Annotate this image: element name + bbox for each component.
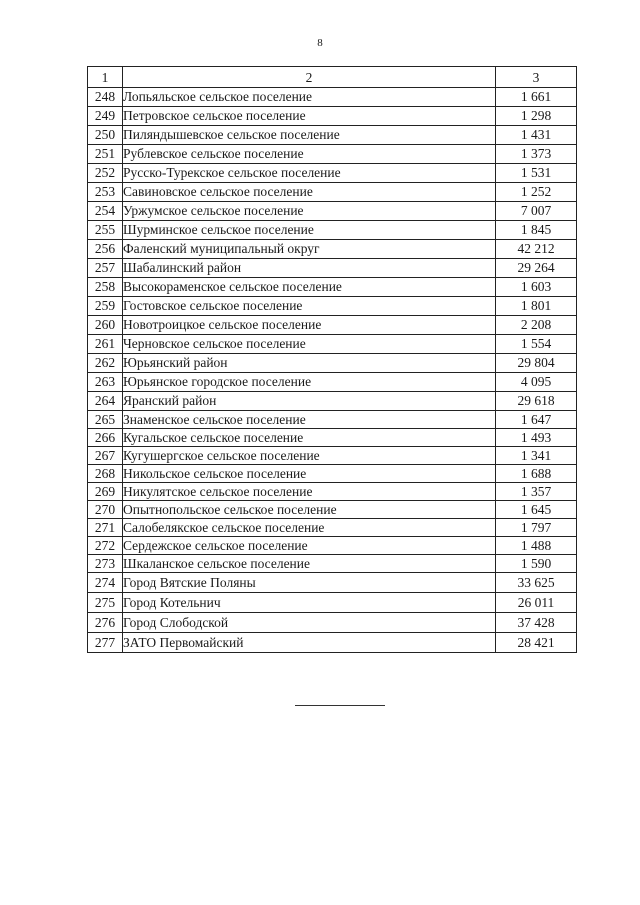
row-name: Никулятское сельское поселение (123, 483, 496, 501)
table-row (88, 221, 577, 240)
row-name: Яранский район (123, 392, 496, 411)
row-name: Шкаланское сельское поселение (123, 555, 496, 573)
row-value: 1 531 (496, 164, 577, 183)
row-value: 4 095 (496, 373, 577, 392)
row-value: 1 661 (496, 88, 577, 107)
row-value: 1 554 (496, 335, 577, 354)
row-number: 257 (88, 259, 123, 278)
row-number: 269 (88, 483, 123, 501)
row-value: 1 797 (496, 519, 577, 537)
table-row (88, 411, 577, 429)
row-number: 277 (88, 633, 123, 653)
row-name: Кугальское сельское поселение (123, 429, 496, 447)
row-name: Гостовское сельское поселение (123, 297, 496, 316)
row-number: 261 (88, 335, 123, 354)
row-number: 271 (88, 519, 123, 537)
data-table (87, 66, 577, 653)
row-value: 1 298 (496, 107, 577, 126)
table-row (88, 483, 577, 501)
row-name: Сердежское сельское поселение (123, 537, 496, 555)
row-value: 26 011 (496, 593, 577, 613)
table-row (88, 183, 577, 202)
row-name: Никольское сельское поселение (123, 465, 496, 483)
row-name: Рублевское сельское поселение (123, 145, 496, 164)
row-value: 42 212 (496, 240, 577, 259)
row-number: 268 (88, 465, 123, 483)
table-row (88, 633, 577, 653)
table-row (88, 501, 577, 519)
table-row (88, 613, 577, 633)
row-name: Знаменское сельское поселение (123, 411, 496, 429)
row-number: 255 (88, 221, 123, 240)
table-row (88, 573, 577, 593)
table-row (88, 555, 577, 573)
row-number: 263 (88, 373, 123, 392)
row-name: Опытнопольское сельское поселение (123, 501, 496, 519)
row-name: Черновское сельское поселение (123, 335, 496, 354)
row-value: 1 252 (496, 183, 577, 202)
column-header-3: 3 (496, 67, 577, 88)
row-value: 29 264 (496, 259, 577, 278)
row-name: Салобелякское сельское поселение (123, 519, 496, 537)
row-value: 1 590 (496, 555, 577, 573)
row-number: 265 (88, 411, 123, 429)
row-name: Шабалинский район (123, 259, 496, 278)
table-row (88, 373, 577, 392)
row-name: Новотроицкое сельское поселение (123, 316, 496, 335)
row-value: 37 428 (496, 613, 577, 633)
row-value: 7 007 (496, 202, 577, 221)
table-row (88, 447, 577, 465)
row-name: Город Слободской (123, 613, 496, 633)
row-name: Шурминское сельское поселение (123, 221, 496, 240)
table-row (88, 465, 577, 483)
column-header-1: 1 (88, 67, 123, 88)
row-value: 1 357 (496, 483, 577, 501)
row-value: 1 603 (496, 278, 577, 297)
row-value: 1 493 (496, 429, 577, 447)
row-name: Лопьяльское сельское поселение (123, 88, 496, 107)
row-number: 253 (88, 183, 123, 202)
row-name: Фаленский муниципальный округ (123, 240, 496, 259)
page-number: 8 (317, 37, 323, 49)
row-name: Юрьянское городское поселение (123, 373, 496, 392)
table-row (88, 259, 577, 278)
row-value: 29 618 (496, 392, 577, 411)
row-number: 248 (88, 88, 123, 107)
row-name: Кугушергское сельское поселение (123, 447, 496, 465)
row-number: 252 (88, 164, 123, 183)
table-row (88, 240, 577, 259)
table-body (88, 88, 577, 653)
row-number: 254 (88, 202, 123, 221)
row-number: 275 (88, 593, 123, 613)
row-number: 264 (88, 392, 123, 411)
row-value: 1 341 (496, 447, 577, 465)
table-row (88, 126, 577, 145)
row-number: 272 (88, 537, 123, 555)
table-row (88, 107, 577, 126)
row-name: Город Вятские Поляны (123, 573, 496, 593)
row-value: 1 688 (496, 465, 577, 483)
row-name: Петровское сельское поселение (123, 107, 496, 126)
table-row (88, 202, 577, 221)
row-value: 1 647 (496, 411, 577, 429)
row-value: 2 208 (496, 316, 577, 335)
row-name: Юрьянский район (123, 354, 496, 373)
row-number: 258 (88, 278, 123, 297)
row-value: 1 488 (496, 537, 577, 555)
row-number: 251 (88, 145, 123, 164)
table-row (88, 316, 577, 335)
row-number: 274 (88, 573, 123, 593)
table-row (88, 392, 577, 411)
row-value: 1 373 (496, 145, 577, 164)
row-name: Русско-Турекское сельское поселение (123, 164, 496, 183)
row-name: ЗАТО Первомайский (123, 633, 496, 653)
table-row (88, 164, 577, 183)
row-number: 266 (88, 429, 123, 447)
table-row (88, 335, 577, 354)
row-number: 267 (88, 447, 123, 465)
row-number: 256 (88, 240, 123, 259)
row-value: 1 431 (496, 126, 577, 145)
row-value: 1 645 (496, 501, 577, 519)
row-number: 249 (88, 107, 123, 126)
row-value: 29 804 (496, 354, 577, 373)
row-number: 273 (88, 555, 123, 573)
table-row (88, 145, 577, 164)
row-name: Город Котельнич (123, 593, 496, 613)
row-number: 250 (88, 126, 123, 145)
row-value: 1 801 (496, 297, 577, 316)
row-name: Савиновское сельское поселение (123, 183, 496, 202)
table-row (88, 354, 577, 373)
row-number: 260 (88, 316, 123, 335)
row-name: Высокораменское сельское поселение (123, 278, 496, 297)
row-value: 33 625 (496, 573, 577, 593)
row-value: 1 845 (496, 221, 577, 240)
table-row (88, 537, 577, 555)
table-header-row (88, 67, 577, 88)
row-number: 262 (88, 354, 123, 373)
table-row (88, 593, 577, 613)
row-number: 276 (88, 613, 123, 633)
separator-line (295, 705, 385, 706)
table-row (88, 88, 577, 107)
table-row (88, 519, 577, 537)
column-header-2: 2 (123, 67, 496, 88)
table-row (88, 429, 577, 447)
row-name: Уржумское сельское поселение (123, 202, 496, 221)
row-name: Пиляндышевское сельское поселение (123, 126, 496, 145)
table-row (88, 297, 577, 316)
row-number: 270 (88, 501, 123, 519)
row-number: 259 (88, 297, 123, 316)
table-row (88, 278, 577, 297)
row-value: 28 421 (496, 633, 577, 653)
